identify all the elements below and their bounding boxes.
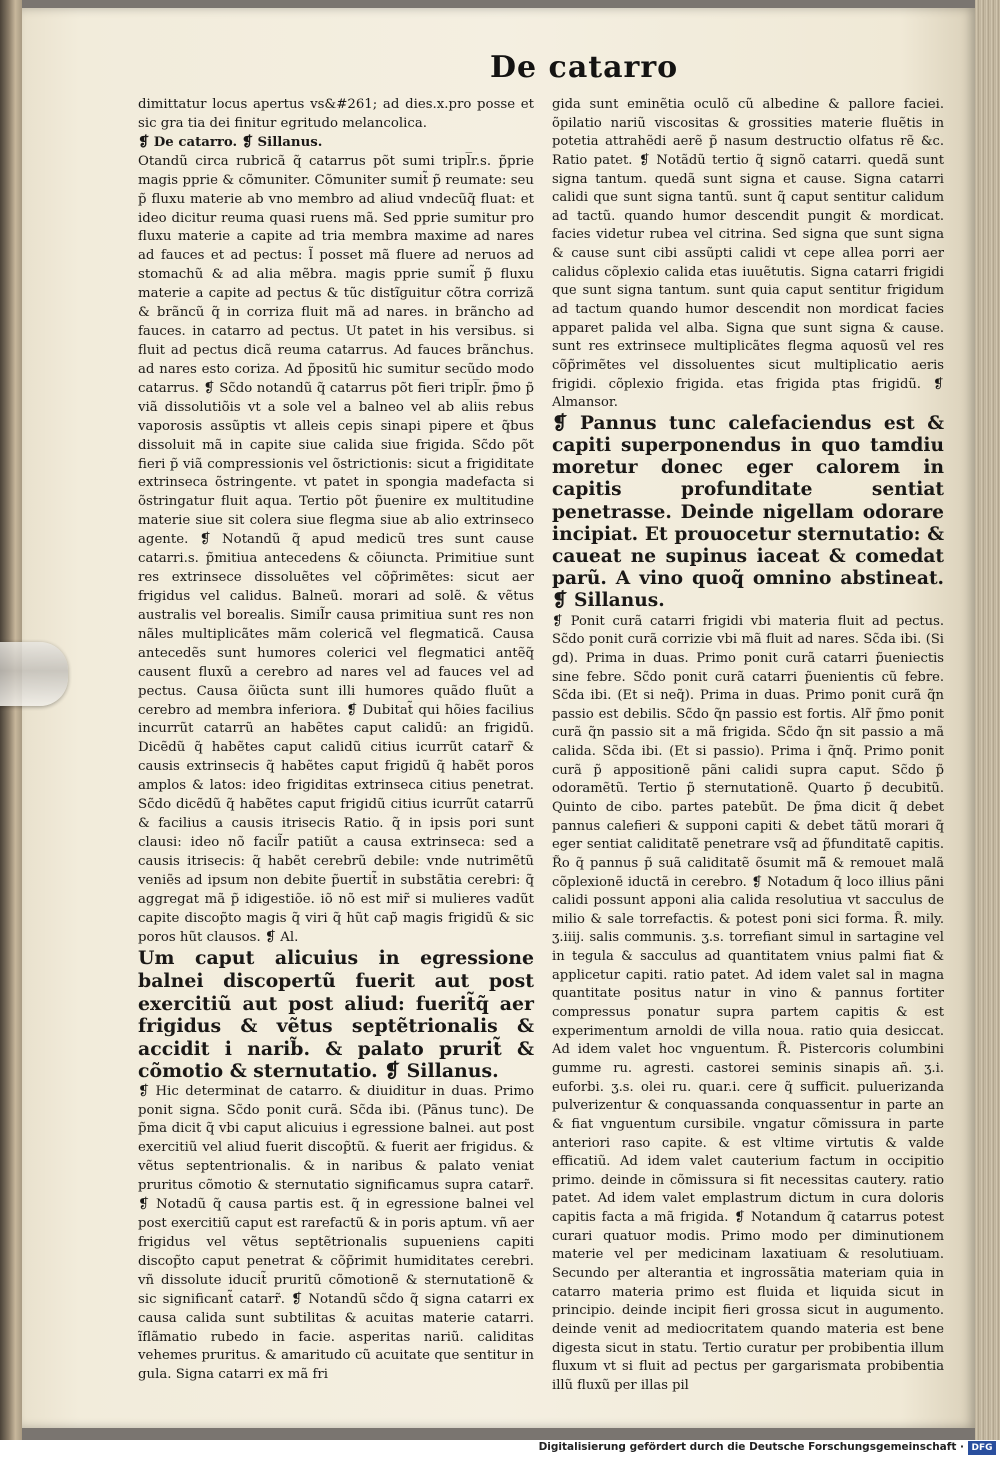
dfg-logo: DFG (968, 1441, 996, 1455)
page-clip (0, 642, 68, 706)
running-head: De catarro (490, 50, 679, 85)
text-paragraph: dimittatur locus apertus vs&#261; ad dies.x.pro posse et sic gra tia dei finitur egritudo melancolica. (138, 97, 534, 131)
section-heading: ❡ De catarro. ❡ Sillanus. (138, 134, 323, 150)
footer-text: Digitalisierung gefördert durch die Deutsche Forschungsgemeinschaft · (538, 1441, 964, 1453)
right-column (552, 96, 944, 1395)
page-edge-right (975, 0, 1000, 1440)
lemma-text: ❡ Pannus tunc calefaciendus est & capiti superponendus in quo tamdiu moretur donec eger calorem in capitis profunditate sentiat penetrasse. Deinde nigellam odorare incipiat. Et prouocetur sternutatio: & caueat ne supinus iaceat & comedat parũ. A vino quoq̃ omnino abstineat. ❡ Sillanus. (552, 412, 944, 612)
commentary-paragraph: ❡ Hic determinat de catarro. & diuiditur in duas. Primo ponit signa. Sc̃do ponit curã. Sc̃da ibi. (Pãnus tunc). De p̃ma dicit q̃ vbi caput alicuius i egressione balnei. aut post exercitiũ vel aliud fuerit discop̃tũ. & fuerit aer frigidus. & vẽtus septentrionalis. & in naribus & palato veniat pruritus cõmotio & sternutatio significamus supra catarr̃. ❡ Notadũ q̃ causa partis est. q̃ in egressione balnei vel post exercitiũ caput est rarefactũ & in poris aptum. vñ aer frigidus vel vẽtus septẽtrionalis supueniens capiti discop̃to caput penetrat & cõp̃rimit humiditates cerebri. vñ dissolute iducit̃ pruritũ cõmotionẽ & sternutationẽ & sic significant̃ catarr̃. ❡ Notandũ sc̃do q̃ signa catarri ex causa calida sunt subtilitas & acuitas materie catarri. ĩflãmatio rubedo in facie. asperitas nariũ. caliditas vehemes pruritus. & amaritudo cũ acuitate que sentitur in gula. Signa catarri ex mã fri (138, 1083, 534, 1383)
lemma-text: Um caput alicuius in egressione balnei discopertũ fuerit aut post exercitiũ aut post aliud: fuerit̃q̃ aer frigidus & vẽtus septẽtrionalis & accidit i narib̃. & palato prurit̃ & cõmotio & sternutatio. ❡ Sillanus. (138, 947, 534, 1083)
commentary-paragraph: ❡ Ponit curã catarri frigidi vbi materia fluit ad pectus. Sc̃do ponit curã corrizie vbi mã fluit ad nares. Sc̃da ibi. (Si gd). Prima in duas. Primo ponit curã catarri p̃ueniectis sine febre. Sc̃do ponit curã catarri p̃uenientis cũ febre. Sc̃da ibi. (Et si neq̃). Prima in duas. Primo ponit curã q̃n passio est debilis. Sc̃do q̃n passio est fortis. Alr̃ p̃mo ponit curã q̃n passio sit a mã frigida. Sc̃do q̃n sit passio a mã calida. Sc̃da ibi. (Et si passio). Prima i q̃nq̃. Primo ponit curã p̃ appositionẽ pãni calidi supra caput. Sc̃do p̃ odoramẽtũ. Tertio p̃ sternutationẽ. Quarto p̃ decubitũ. Quinto de cibo. partes patebũt. De p̃ma dicit q̃ debet pannus calefieri & supponi capiti & debet tãtũ morari q̃ eger sentiat caliditatẽ penetrare vsq̃ ad p̃funditatẽ capitis. R̃o q̃ pannus p̃ suã caliditatẽ õsumit mã̃ & remouet malã cõplexionẽ iductã in cerebro. ❡ Notadum q̃ loco illius pãni calidi possunt apponi alia calida resolutiua vt sacculus de milio & sale torrefactis. & potest poni sici forma. R̃. mily. ʒ.iiij. salis communis. ʒ.s. torrefiant simul in sartagine vel in tegula & sacculus ad quantitatem vnius palmi fiat & applicetur capiti. ratio patet. Ad idem valet sal in magna quantitate positus natur in vino & pannus fortiter compressus ponatur supra partem capitis & est experimentum arnoldi de villa noua. ratio quia desiccat. Ad idem valet hoc vnguentum. R̃. Pistercoris columbini gumme ru. agresti. castorei seminis sinapis añ. ʒ.i. euforbi. ʒ.s. olei ru. quar.i. cere q̃ sufficit. puluerizanda pulverizentur & conquassanda conquassentur in parte an & fiat vnguentum cursibile. vngatur cõmissura in parte anteriori raso capite. & est vltime virtutis & valde efficatiũ. Ad idem valet cauterium factum in occipitio primo. deinde in cõmissura si fit necessitas cautery. ratio patet. Ad idem valet emplastrum dictum in cura doloris capitis facta a mã frigida. ❡ Notandum q̃ catarrus potest curari quatuor modis. Primo modo per diminutionem materie vel per medicinam laxatiuam & resolutiuam. Secundo per alterantia et ingrossãtia materiam quia in catarro materia primo est fluida et liquida sicut in principio. deinde incipit fieri grossa sicut in augumento. deinde venit ad mediocritatem quando materia est bene digesta sicut in statu. Tertio curatur per probibentia illum fluxum vt si fluit ad pectus per gargarismata probibentia illũ fluxũ per illas pil (552, 613, 944, 1393)
text-paragraph: gida sunt eminẽtia oculõ cũ albedine & pallore faciei. õpilatio nariũ viscositas & grossities materie fluẽtis in potetia attrahẽdi aerẽ p̃ nasum destructio olfatus rẽ &c. Ratio patet. ❡ Notãdũ tertio q̃ signõ catarri. quedã sunt signa tantum. quedã sunt signa et cause. Signa catarri calidi que sunt signa tantũ. sunt q̃ caput sentitur calidum ad tactũ. quando humor descendit pungit & mordicat. facies videtur rubea vel citrina. Sed signa que sunt signa & cause sunt cibi assũpti calidi vt cepe allea porri aer calidus cõplexio calida etas iuuẽtutis. Signa catarri frigidi que sunt signa tantum. sunt quia caput sentitur frigidum ad tactum quando humor descendit non mordicat facies apparet palida vel alba. Signa que sunt signa & cause. sunt res extrinsece multiplicãtes flegma aquosũ vel res cõp̃rimẽtes vel dissoluentes sicut multiplicatio aeris frigidi. cõplexio frigida. etas frigida ptas frigidũ. ❡ Almansor. (552, 97, 944, 411)
book-edge-left (0, 0, 22, 1440)
left-column (138, 96, 534, 1385)
text-paragraph: Otandũ circa rubricã q̃ catarrus põt sumi tripl̅r.s. p̃prie magis pprie & cõmuniter. Cõmuniter sumit̃ p̃ reumate: seu p̃ fluxu materie ab vno membro ad aliud vndecũq̃ fluat: et ideo dicitur reuma quasi ruens mã. Sed pprie sumitur pro fluxu materie a capite ad tria membra maxime ad nares ad fauces et ad pectus: l̃ posset mã fluere ad neruos ad stomachũ & ad alia mẽbra. magis pprie sumit̃ p̃ fluxu materie a capite ad pectus & tũc distĩguitur cõtra corrizã & brãncũ q̃ in corriza fluit mã ad nares. in brãncho ad fauces. in catarro ad pectus. Ut patet in his versibus. si fluit ad pectus dicã reuma catarrus. Ad fauces brãnchus. ad nares esto coriza. Ad p̃positũ hic sumitur secũdo modo catarrus. ❡ Sc̃do notandũ q̃ catarrus põt fieri tripl̅r. p̃mo p̃ viã dissolutiõis vt a sole vel a balneo vel ab aliis rebus vaporosis assũptis vt alleis cepis sinapi pipere et q̃bus dissoluit mã in capite siue calida siue frigida. Sc̃do põt fieri p̃ viã compressionis vel õstrictionis: sicut a frigiditate extrinseca õstringente. vt patet in spongia madefacta si õstringatur fluit aqua. Tertio põt p̃uenire ex multitudine materie siue sit colera siue flegma siue ab alio extrinseco agente. ❡ Notandũ q̃ apud medicũ tres sunt cause catarri.s. p̃mitiua antecedens & cõiuncta. Primitiue sunt res extrinsece dissoluẽtes vel cõp̃rimẽtes: sicut aer frigidus vel calidus. Balneũ. morari ad solẽ. & vẽtus australis vel borealis. Simil̃r causa primitiua sunt res non nãles multiplicãtes mãm colericã vel flegmaticã. Causa antecedẽs sunt humores colerici vel flegmatici antẽq̃ causent fluxũ a cerebro ad nares vel ad fauces vel ad pectus. Causa õiũcta sunt illi humores quãdo fluũt a cerebro ad membra inferiora. ❡ Dubitat̃ qui hõies facilius incurrũt catarrũ an habẽtes caput calidũ: an frigidũ. Dicẽdũ q̃ habẽtes caput calidũ citius icurrũt catarr̃ & causis extrinsecis q̃ habẽtes caput frigidũ q̃ habẽt poros amplos & latos: ideo frigiditas extrinseca citius penetrat. Sc̃do dicẽdũ q̃ habẽtes caput frigidũ citius icurrũt catarrũ & facilius a causis itrisecis Ratio. q̃ in ipsis pori sunt clausi: ideo nõ facil̃r patiũt a causa extrinseca: sed a causis itrisecis: q̃ habẽt cerebrũ debile: vnde nutrimẽtũ veniẽs ad ipsum non debite p̃uertit̃ in substãtia cerebri: q̃ aggregat mã p̃ idigestiõe. iõ nõ est mir̃ si mulieres vadũt capite discop̃to magis q̃ viri q̃ hũt cap̃ magis frigidũ & sic poros hũt clausos. ❡ Al. (138, 153, 534, 945)
